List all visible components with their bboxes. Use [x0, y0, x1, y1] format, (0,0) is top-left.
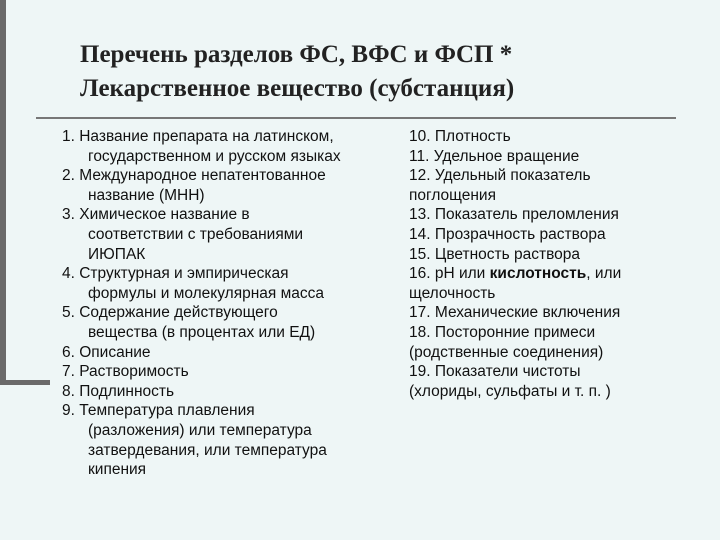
list-item: поглощения: [409, 186, 496, 204]
list-item-line: 8. Подлинность: [62, 382, 175, 400]
list-item-line: 2. Международное непатентованное: [62, 167, 326, 185]
list-item-line: название (МНН): [88, 186, 205, 204]
list-item-line: 9. Температура плавления: [62, 402, 255, 420]
decorative-left-bar: [0, 0, 6, 380]
list-item: [62, 362, 392, 382]
list-item: [409, 264, 709, 284]
list-item-line: кипения: [88, 461, 147, 479]
list-item-line: государственном и русском языках: [88, 147, 341, 165]
list-item-line: затвердевания, или температура: [88, 441, 327, 459]
slide-title: [80, 38, 700, 106]
list-item: 14. Прозрачность раствора: [409, 225, 606, 243]
list-item-line: 1. Название препарата на латинском,: [62, 128, 334, 145]
list-item-line: формулы и молекулярная масса: [88, 284, 324, 302]
list-item: [62, 343, 392, 363]
list-item-text: 16. рН или: [409, 265, 490, 283]
list-item: [62, 166, 392, 205]
list-item: 17. Механические включения: [409, 304, 621, 322]
list-item: [62, 303, 392, 342]
list-item-text: , или: [586, 265, 622, 283]
list-item: [62, 264, 392, 303]
list-item-line: 7. Растворимость: [62, 363, 189, 381]
list-item-line: 4. Структурная и эмпирическая: [62, 265, 289, 283]
list-item: [62, 382, 392, 402]
list-item-line: соответствии с требованиями: [88, 225, 304, 243]
list-item: 18. Посторонние примеси: [409, 323, 596, 341]
list-item-line: 5. Содержание действующего: [62, 304, 278, 322]
list-item-line: ИЮПАК: [88, 245, 146, 263]
list-item: 11. Удельное вращение: [409, 147, 580, 165]
list-item: (родственные соединения): [409, 343, 604, 361]
list-item-line: вещества (в процентах или ЕД): [88, 323, 316, 341]
list-item: 10. Плотность: [409, 128, 511, 145]
list-item: [62, 401, 392, 479]
list-item: [62, 127, 392, 166]
title-line-1: Перечень разделов ФС, ВФС и ФСП *: [80, 41, 513, 68]
list-item-line: 6. Описание: [62, 343, 151, 361]
list-item: (хлориды, сульфаты и т. п. ): [409, 382, 611, 400]
right-column-list: [409, 127, 709, 401]
decorative-left-bar-foot: [0, 380, 50, 385]
left-column-list: [62, 127, 392, 480]
list-item: щелочность: [409, 284, 496, 302]
list-item: 19. Показатели чистоты: [409, 363, 581, 381]
list-item-line: (разложения) или температура: [88, 421, 312, 439]
list-item: 12. Удельный показатель: [409, 167, 591, 185]
title-line-2: Лекарственное вещество (субстанция): [80, 75, 515, 102]
list-item: [62, 205, 392, 264]
list-item: 15. Цветность раствора: [409, 245, 581, 263]
list-item-line: 3. Химическое название в: [62, 206, 250, 224]
title-divider: [36, 117, 676, 119]
list-item: 13. Показатель преломления: [409, 206, 619, 224]
emphasized-word: кислотность: [489, 265, 587, 283]
